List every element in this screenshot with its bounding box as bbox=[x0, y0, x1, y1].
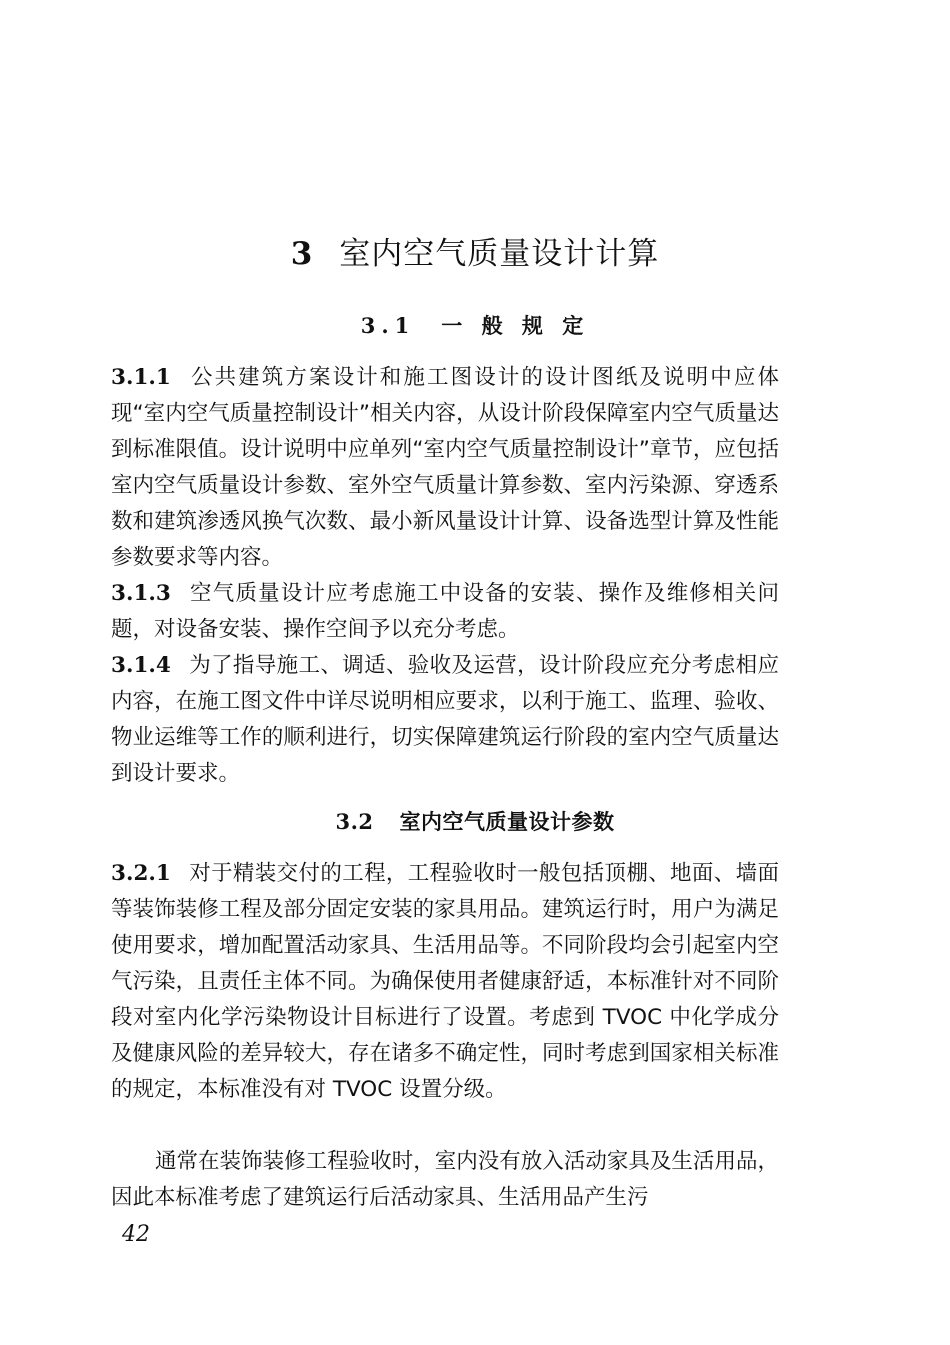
section-number: 3.1 bbox=[360, 313, 416, 338]
clause-text: 公共建筑方案设计和施工图设计的设计图纸及说明中应体现“室内空气质量控制设计”相关内容，从设计阶段保障室内空气质量达到标准限值。设计说明中应单列“室内空气质量控制设计”章节，应包括室内空气质量设计参数、室外空气质量计算参数、室内污染源、穿透系数和建筑渗透风换气次数、最小新风量设计计算、设备选型计算及性能参数要求等内容。 bbox=[111, 365, 779, 570]
section-heading-3-1 bbox=[0, 310, 950, 340]
clause-number: 3.1.4 bbox=[111, 653, 171, 678]
chapter-title-text: 室内空气质量设计计算 bbox=[339, 236, 660, 272]
clause-3-2-1 bbox=[111, 856, 779, 1108]
clause-3-1-1 bbox=[111, 360, 779, 576]
clause-text: 为了指导施工、调适、验收及运营，设计阶段应充分考虑相应内容，在施工图文件中详尽说明相应要求，以利于施工、监理、验收、物业运维等工作的顺利进行，切实保障建筑运行阶段的室内空气质量达到设计要求。 bbox=[111, 653, 779, 786]
chapter-title bbox=[0, 228, 950, 273]
chapter-number: 3 bbox=[290, 236, 314, 272]
page-number: 42 bbox=[122, 1222, 150, 1247]
clause-text: 对于精装交付的工程，工程验收时一般包括顶棚、地面、墙面等装饰装修工程及部分固定安装的家具用品。建筑运行时，用户为满足使用要求，增加配置活动家具、生活用品等。不同阶段均会引起室内空气污染，且责任主体不同。为确保使用者健康舒适，本标准针对不同阶段对室内化学污染物设计目标进行了设置。考虑到 TVOC 中化学成分及健康风险的差异较大，存在诸多不确定性，同时考虑到国家相关标准的规定，本标准没有对 TVOC 设置分级。 bbox=[111, 861, 779, 1102]
clause-3-1-4 bbox=[111, 648, 779, 792]
clause-number: 3.1.1 bbox=[111, 365, 171, 390]
clause-text: 空气质量设计应考虑施工中设备的安装、操作及维修相关问题，对设备安装、操作空间予以充分考虑。 bbox=[111, 581, 779, 642]
clause-number: 3.2.1 bbox=[111, 861, 171, 886]
section-title-text: 一 般 规 定 bbox=[441, 314, 590, 338]
section-heading-3-2 bbox=[0, 806, 950, 836]
section-number: 3.2 bbox=[335, 809, 374, 834]
clause-3-1-3 bbox=[111, 576, 779, 648]
clause-number: 3.1.3 bbox=[111, 581, 171, 606]
section-title-text: 室内空气质量设计参数 bbox=[399, 810, 615, 834]
paragraph-3-2-1-continued: 通常在装饰装修工程验收时，室内没有放入活动家具及生活用品，因此本标准考虑了建筑运行后活动家具、生活用品产生污 bbox=[111, 1149, 779, 1210]
